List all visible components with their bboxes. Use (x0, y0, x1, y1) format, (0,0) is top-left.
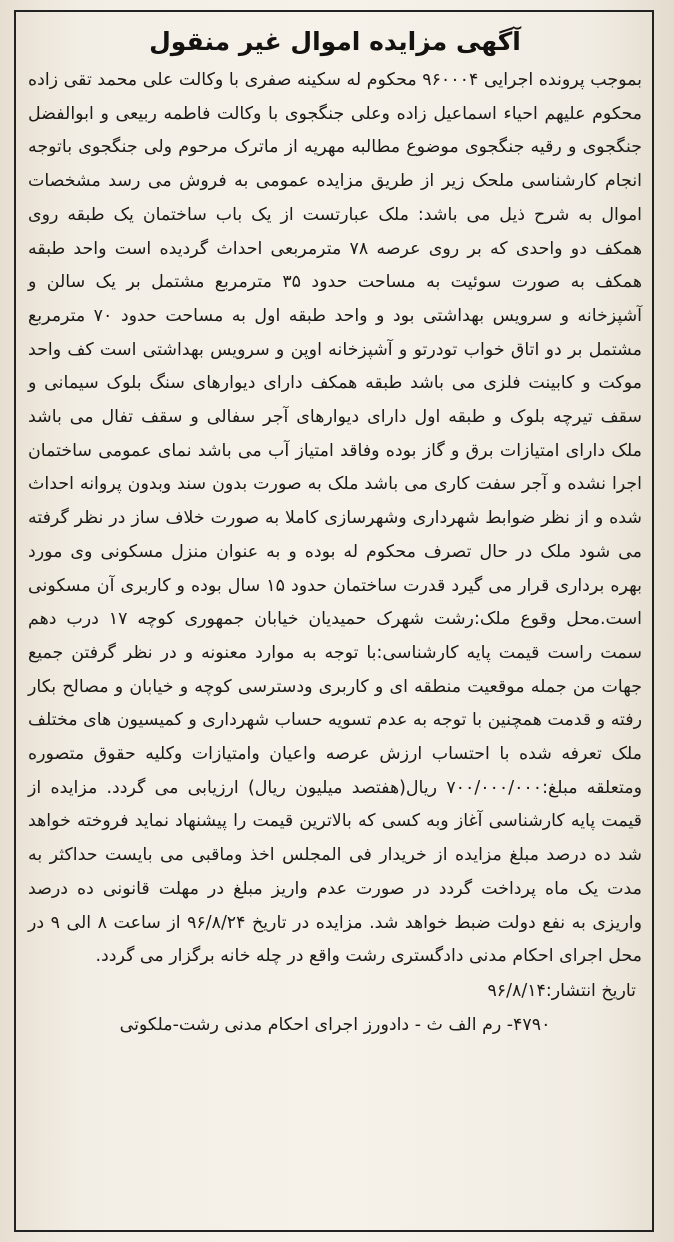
notice-body: بموجب پرونده اجرایی ۹۶۰۰۰۴ محکوم له سکینه صفری با وکالت علی محمد تقی زاده محکوم علیهم احیاء اسماعیل زاده وعلی جنگجوی با وکالت فاطمه ربیعی و ابوالفضل جنگجوی و رقیه جنگجوی موضوع مطالبه مهریه از ماترک مرحوم ولی جنگجوی باتوجه انجام کارشناسی ملحک زیر از طریق مزایده عمومی به فروش می رسد مشخصات اموال به شرح ذیل می باشد: ملک عبارتست از یک باب ساختمان یک طبقه روی همکف دو واحدی که بر روی عرصه ۷۸ مترمربعی احداث گردیده است واحد طبقه همکف به صورت سوئیت به مساحت حدود ۳۵ مترمربع مشتمل بر یک سالن و آشپزخانه و سرویس بهداشتی بود و واحد طبقه اول به مساحت حدود ۷۰ مترمربع مشتمل بر دو اتاق خواب تودرتو و آشپزخانه اوپن و سرویس بهداشتی است کف واحد موکت و کابینت فلزی می باشد طبقه همکف دارای دیوارهای سنگ بلوک سیمانی و سقف تیرچه بلوک و طبقه اول دارای دیوارهای آجر سفالی و سقف تفال می باشد ملک دارای امتیازات برق و گاز بوده وفاقد امتیاز آب می باشد نمای عمومی ساختمان اجرا نشده و آجر سفت کاری می باشد ملک به صورت بدون سند وبدون پروانه احداث شده و از نظر ضوابط شهرداری وشهرسازی کاملا به صورت خلاف ساز در نظر گرفته می شود ملک در حال تصرف محکوم له بوده و به عنوان منزل مسکونی وی مورد بهره برداری قرار می گیرد قدرت ساختمان حدود ۱۵ سال بوده و کاربری آن مسکونی است.محل وقوع ملک:رشت شهرک حمیدیان خیابان جمهوری کوچه ۱۷ درب دهم سمت راست قیمت پایه کارشناسی:با توجه به موارد معنونه و در نظر گرفتن جمیع جهات من جمله موقعیت منطقه ای و کاربری ودسترسی کوچه و خیابان و مصالح بکار رفته و قدمت همچنین با توجه به عدم تسویه حساب شهرداری و کمیسیون های مختلف ملک تعرفه شده با احتساب ارزش عرصه واعیان وامتیازات وکلیه حقوق متصوره ومتعلقه مبلغ:۷۰۰/۰۰۰/۰۰۰ ریال(هفتصد میلیون ریال) ارزیابی می گردد. مزایده از قیمت پایه کارشناسی آغاز وبه کسی که بالاترین قیمت را پیشنهاد نماید فروخته خواهد شد ده درصد مبلغ مزایده از خریدار فی المجلس اخذ وماقبی می بایست حداکثر به مدت یک ماه پرداخت گردد در صورت عدم واریز مبلغ در مهلت قانونی ده درصد واریزی به نفع دولت ضبط خواهد شد. مزایده در تاریخ ۹۶/۸/۲۴ از ساعت ۸ الی ۹ در محل اجرای احکام مدنی دادگستری رشت واقع در چله خانه برگزار می گردد. (28, 70, 643, 967)
auction-notice (28, 22, 642, 1042)
publish-date: تاریخ انتشار:۹۶/۸/۱۴ (487, 980, 636, 1001)
notice-title: آگهی مزایده اموال غیر منقول (149, 27, 521, 56)
notice-signature: ۴۷۹۰- رم الف ث - دادورز اجرای احکام مدنی رشت-ملکوتی (119, 1014, 551, 1035)
